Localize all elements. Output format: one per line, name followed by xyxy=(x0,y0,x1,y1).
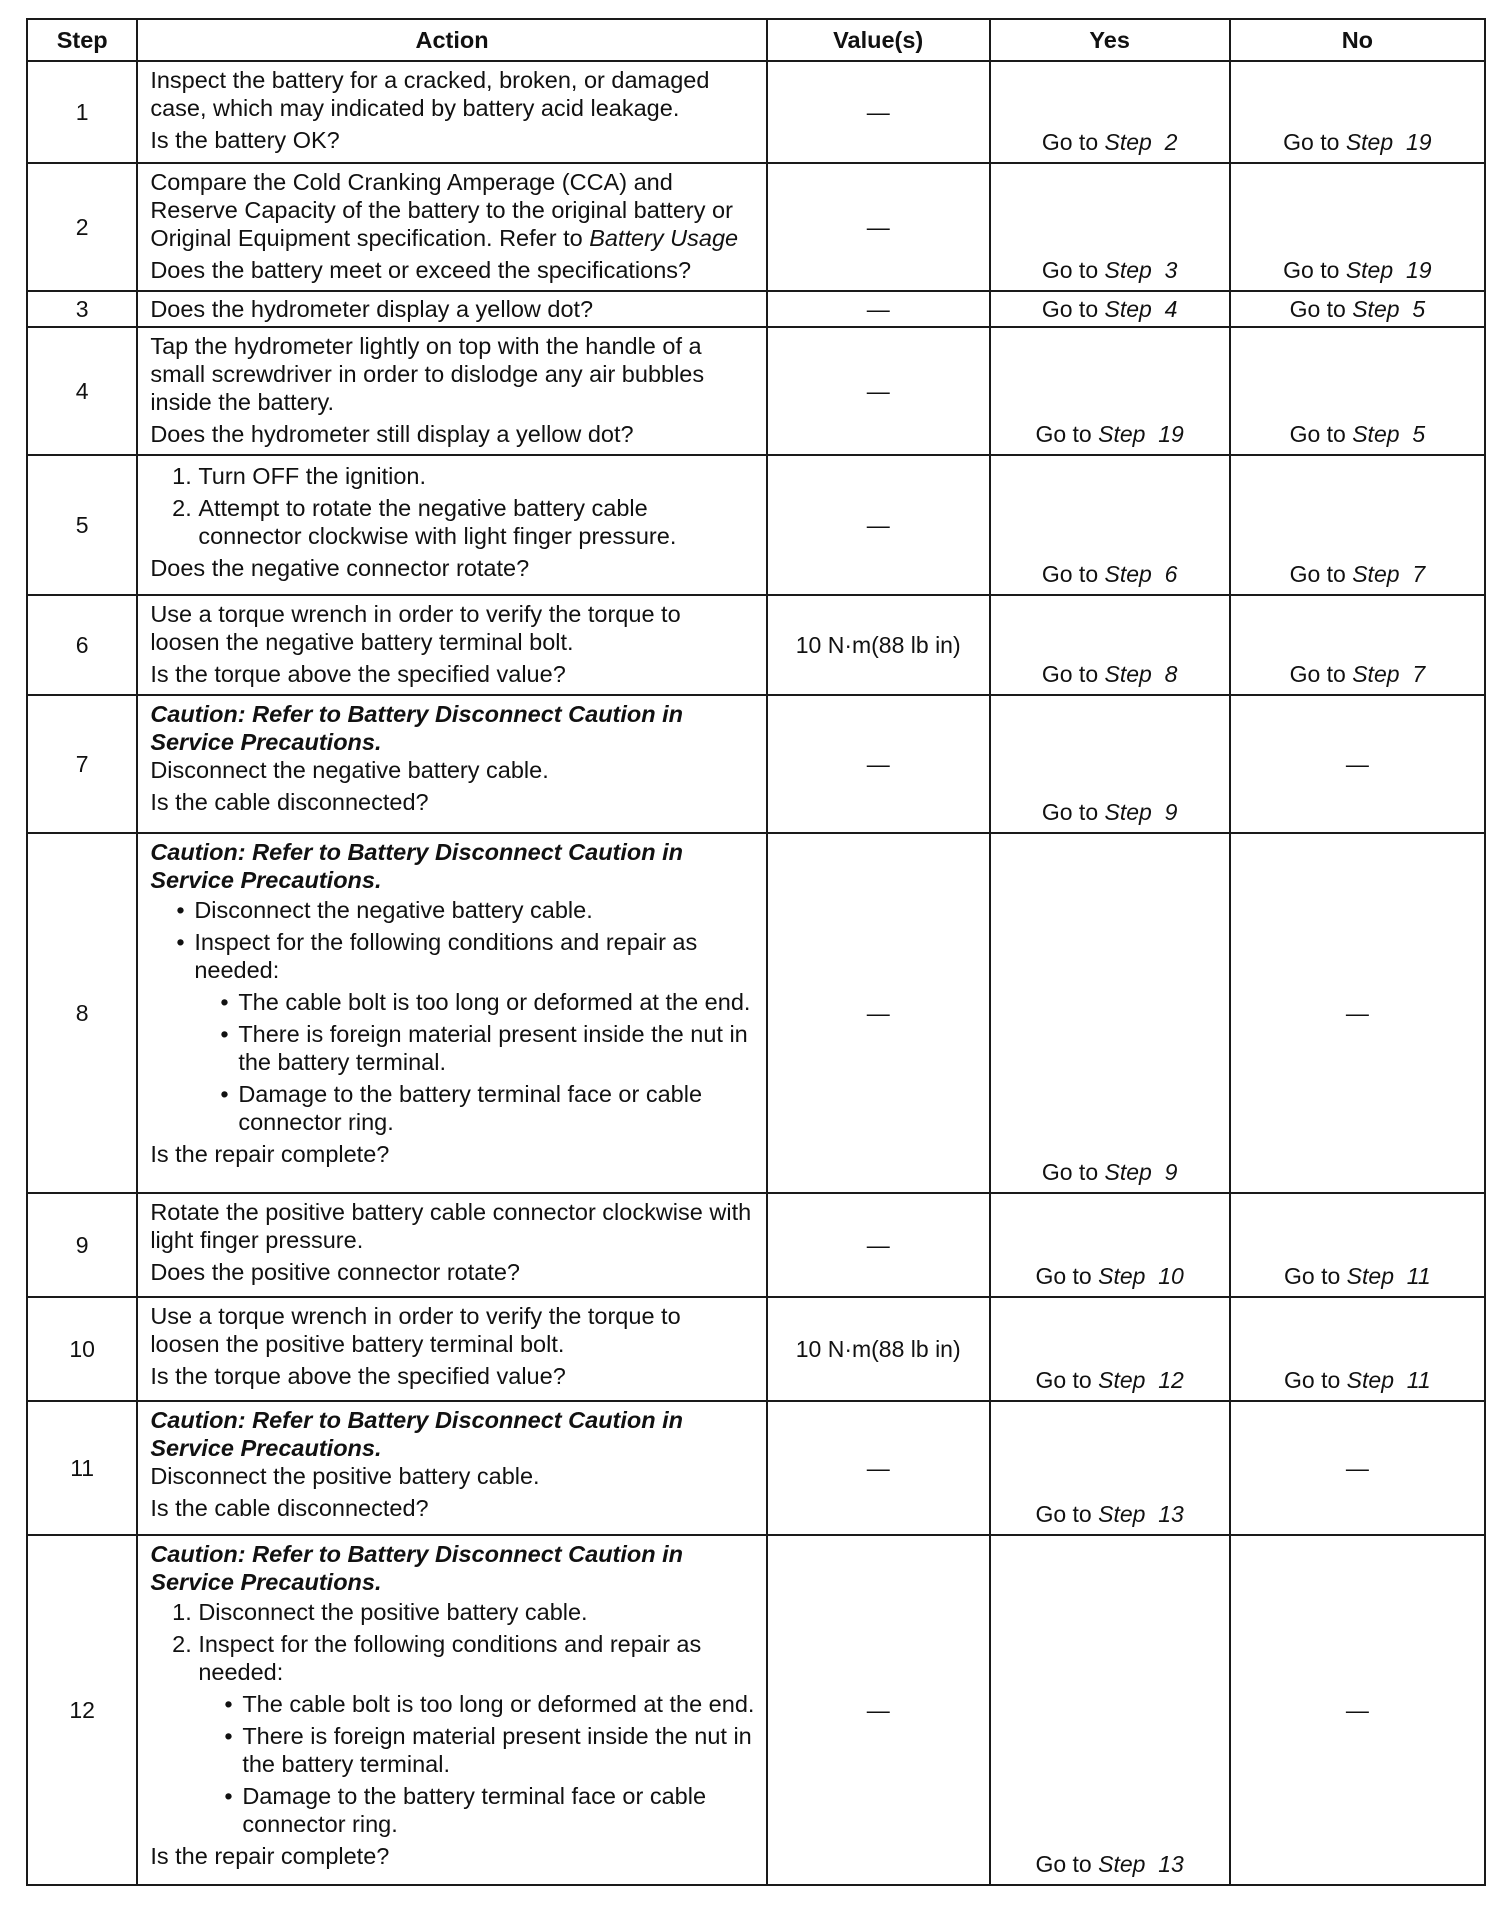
table-row xyxy=(27,455,1485,595)
yes-cell xyxy=(990,61,1230,163)
value-cell: — xyxy=(767,163,990,291)
list-item: • There is foreign material present inside the nut in the battery terminal. xyxy=(238,1020,755,1076)
value-cell: — xyxy=(767,695,990,833)
list-item: • The cable bolt is too long or deformed at the end. xyxy=(238,988,755,1016)
action-text: Use a torque wrench in order to verify the torque to loosen the positive battery terminal bolt. xyxy=(150,1303,681,1357)
action-text: Tap the hydrometer lightly on top with the handle of a small screwdriver in order to dislodge any air bubbles inside the battery. xyxy=(150,333,705,415)
action-cell xyxy=(137,1297,766,1401)
list-item: • The cable bolt is too long or deformed at the end. xyxy=(242,1690,755,1718)
action-cell xyxy=(137,291,766,327)
action-question: Does the negative connector rotate? xyxy=(150,555,530,581)
step-number: 3 xyxy=(27,291,137,327)
value-cell: — xyxy=(767,61,990,163)
go-to-text: Go to xyxy=(1289,661,1346,687)
go-to-text: Go to xyxy=(1041,561,1099,587)
action-question: Does the battery meet or exceed the specifications? xyxy=(150,257,692,283)
yes-cell xyxy=(990,595,1230,695)
yes-cell xyxy=(990,327,1230,455)
step-column-header: Step xyxy=(27,19,137,61)
action-text: Rotate the positive battery cable connector clockwise with light finger pressure. xyxy=(150,1199,752,1253)
go-to-text: Go to xyxy=(1289,561,1346,587)
go-to-text: Go to xyxy=(1041,661,1099,687)
go-to-text: Go to xyxy=(1041,257,1099,283)
value-cell: 10 N·m(88 lb in) xyxy=(767,1297,990,1401)
action-cell xyxy=(137,327,766,455)
action-question: Is the battery OK? xyxy=(150,127,340,153)
yes-cell xyxy=(990,695,1230,833)
table-row xyxy=(27,1401,1485,1535)
go-to-text: Go to xyxy=(1289,296,1346,322)
no-cell xyxy=(1230,1193,1485,1297)
step-number: 5 xyxy=(27,455,137,595)
diagnostic-table xyxy=(26,18,1486,1886)
no-step-ref: Step 11 xyxy=(1346,1263,1431,1289)
no-step-ref: Step 19 xyxy=(1345,129,1432,155)
numbered-list xyxy=(150,1598,755,1838)
go-to-text: Go to xyxy=(1283,129,1340,155)
yes-cell xyxy=(990,1401,1230,1535)
table-row xyxy=(27,1535,1485,1885)
action-question: Is the torque above the specified value? xyxy=(150,1363,566,1389)
yes-cell xyxy=(990,1193,1230,1297)
no-step-ref: Step 7 xyxy=(1352,661,1426,687)
list-item: • Damage to the battery terminal face or cable connector ring. xyxy=(242,1782,755,1838)
yes-cell xyxy=(990,163,1230,291)
action-cell xyxy=(137,1535,766,1885)
action-cell xyxy=(137,833,766,1193)
sub-bullet-list xyxy=(194,988,755,1136)
yes-step-ref: Step 9 xyxy=(1104,799,1178,825)
no-column-header: No xyxy=(1230,19,1485,61)
no-cell xyxy=(1230,327,1485,455)
go-to-text: Go to xyxy=(1041,799,1099,825)
step-number: 11 xyxy=(27,1401,137,1535)
go-to-text: Go to xyxy=(1284,1263,1341,1289)
caution-note: Caution: Refer to Battery Disconnect Caution in Service Precautions. xyxy=(150,1407,684,1461)
yes-step-ref: Step 19 xyxy=(1098,421,1184,447)
value-cell: — xyxy=(767,1401,990,1535)
yes-column-header: Yes xyxy=(990,19,1230,61)
no-cell xyxy=(1230,455,1485,595)
go-to-text: Go to xyxy=(1035,1851,1092,1877)
action-text: Use a torque wrench in order to verify the torque to loosen the negative battery terminal bolt. xyxy=(150,601,681,655)
yes-step-ref: Step 6 xyxy=(1104,561,1178,587)
action-cell xyxy=(137,163,766,291)
action-question: Is the torque above the specified value? xyxy=(150,661,566,687)
no-cell xyxy=(1230,61,1485,163)
go-to-text: Go to xyxy=(1041,129,1099,155)
yes-step-ref: Step 8 xyxy=(1104,661,1178,687)
yes-cell xyxy=(990,833,1230,1193)
action-text: Inspect the battery for a cracked, broken, or damaged case, which may indicated by battery acid leakage. xyxy=(150,67,710,121)
action-question: Is the repair complete? xyxy=(150,1141,390,1167)
no-cell: — xyxy=(1230,695,1485,833)
go-to-text: Go to xyxy=(1035,421,1092,447)
yes-step-ref: Step 9 xyxy=(1104,1159,1178,1185)
no-cell xyxy=(1230,595,1485,695)
no-step-ref: Step 19 xyxy=(1345,257,1432,283)
no-step-ref: Step 5 xyxy=(1352,421,1426,447)
value-cell: — xyxy=(767,1193,990,1297)
step-number: 12 xyxy=(27,1535,137,1885)
table-row xyxy=(27,291,1485,327)
value-cell: 10 N·m(88 lb in) xyxy=(767,595,990,695)
value-cell: — xyxy=(767,291,990,327)
action-cell xyxy=(137,455,766,595)
action-question: Is the repair complete? xyxy=(150,1843,390,1869)
yes-cell xyxy=(990,1297,1230,1401)
table-row xyxy=(27,833,1485,1193)
list-item: 2. Attempt to rotate the negative battery cable connector clockwise with light finger pressure. xyxy=(198,494,755,550)
numbered-list xyxy=(150,462,755,550)
yes-step-ref: Step 12 xyxy=(1098,1367,1184,1393)
table-row xyxy=(27,595,1485,695)
action-cell xyxy=(137,595,766,695)
action-question: Does the hydrometer still display a yellow dot? xyxy=(150,421,634,447)
action-text: Disconnect the positive battery cable. xyxy=(150,1463,540,1489)
no-step-ref: Step 5 xyxy=(1352,296,1426,322)
yes-step-ref: Step 2 xyxy=(1104,129,1178,155)
step-number: 9 xyxy=(27,1193,137,1297)
yes-step-ref: Step 3 xyxy=(1104,257,1178,283)
step-number: 4 xyxy=(27,327,137,455)
reference-link-text: Battery Usage xyxy=(589,225,739,251)
list-item: 1. Turn OFF the ignition. xyxy=(198,462,755,490)
table-row xyxy=(27,61,1485,163)
yes-cell xyxy=(990,1535,1230,1885)
action-column-header: Action xyxy=(137,19,766,61)
list-item: 2. Inspect for the following conditions and repair as needed: • The cable bolt is too long or deformed at the end. • There is foreign material present inside the nut in the battery terminal. • Damage to the battery terminal face or cable connector ring. xyxy=(198,1630,755,1838)
list-item: • Disconnect the negative battery cable. xyxy=(194,896,755,924)
caution-note: Caution: Refer to Battery Disconnect Caution in Service Precautions. xyxy=(150,839,684,893)
action-text: Compare the Cold Cranking Amperage (CCA) and Reserve Capacity of the battery to the original battery or Original Equipment specification. Refer to Battery Usage xyxy=(150,169,739,251)
bullet-list xyxy=(150,896,755,1136)
header-row xyxy=(27,19,1485,61)
yes-step-ref: Step 10 xyxy=(1098,1263,1184,1289)
caution-note: Caution: Refer to Battery Disconnect Caution in Service Precautions. xyxy=(150,1541,684,1595)
step-number: 2 xyxy=(27,163,137,291)
go-to-text: Go to xyxy=(1035,1501,1092,1527)
table-row xyxy=(27,327,1485,455)
action-question: Does the positive connector rotate? xyxy=(150,1259,521,1285)
no-step-ref: Step 11 xyxy=(1346,1367,1431,1393)
action-question: Does the hydrometer display a yellow dot? xyxy=(150,296,594,322)
go-to-text: Go to xyxy=(1041,1159,1099,1185)
value-cell: — xyxy=(767,455,990,595)
action-cell xyxy=(137,695,766,833)
no-cell: — xyxy=(1230,833,1485,1193)
list-item: • Damage to the battery terminal face or cable connector ring. xyxy=(238,1080,755,1136)
go-to-text: Go to xyxy=(1284,1367,1341,1393)
step-number: 7 xyxy=(27,695,137,833)
action-cell xyxy=(137,1401,766,1535)
action-cell xyxy=(137,1193,766,1297)
go-to-text: Go to xyxy=(1035,1367,1092,1393)
no-step-ref: Step 7 xyxy=(1352,561,1426,587)
action-cell xyxy=(137,61,766,163)
list-item: 1. Disconnect the positive battery cable. xyxy=(198,1598,755,1626)
yes-step-ref: Step 13 xyxy=(1098,1501,1184,1527)
action-question: Is the cable disconnected? xyxy=(150,1495,429,1521)
caution-note: Caution: Refer to Battery Disconnect Caution in Service Precautions. xyxy=(150,701,684,755)
action-text: Disconnect the negative battery cable. xyxy=(150,757,549,783)
yes-step-ref: Step 4 xyxy=(1104,296,1178,322)
step-number: 8 xyxy=(27,833,137,1193)
go-to-text: Go to xyxy=(1289,421,1346,447)
step-number: 6 xyxy=(27,595,137,695)
go-to-text: Go to xyxy=(1041,296,1099,322)
go-to-text: Go to xyxy=(1283,257,1340,283)
yes-cell xyxy=(990,455,1230,595)
value-cell: — xyxy=(767,327,990,455)
no-cell xyxy=(1230,163,1485,291)
value-cell: — xyxy=(767,1535,990,1885)
table-row xyxy=(27,695,1485,833)
list-item: • There is foreign material present inside the nut in the battery terminal. xyxy=(242,1722,755,1778)
go-to-text: Go to xyxy=(1035,1263,1092,1289)
no-cell: — xyxy=(1230,1401,1485,1535)
yes-cell xyxy=(990,291,1230,327)
list-item: • Inspect for the following conditions and repair as needed: • The cable bolt is too long or deformed at the end. • There is foreign material present inside the nut in the battery terminal. • Damage to the battery terminal face or cable connector ring. xyxy=(194,928,755,1136)
diagnostic-table-page xyxy=(26,18,1486,1886)
table-row xyxy=(27,1297,1485,1401)
values-column-header: Value(s) xyxy=(767,19,990,61)
step-number: 10 xyxy=(27,1297,137,1401)
table-row xyxy=(27,1193,1485,1297)
no-cell: — xyxy=(1230,1535,1485,1885)
step-number: 1 xyxy=(27,61,137,163)
value-cell: — xyxy=(767,833,990,1193)
no-cell xyxy=(1230,291,1485,327)
yes-step-ref: Step 13 xyxy=(1098,1851,1184,1877)
table-row xyxy=(27,163,1485,291)
action-question: Is the cable disconnected? xyxy=(150,789,429,815)
sub-bullet-list xyxy=(198,1690,755,1838)
no-cell xyxy=(1230,1297,1485,1401)
